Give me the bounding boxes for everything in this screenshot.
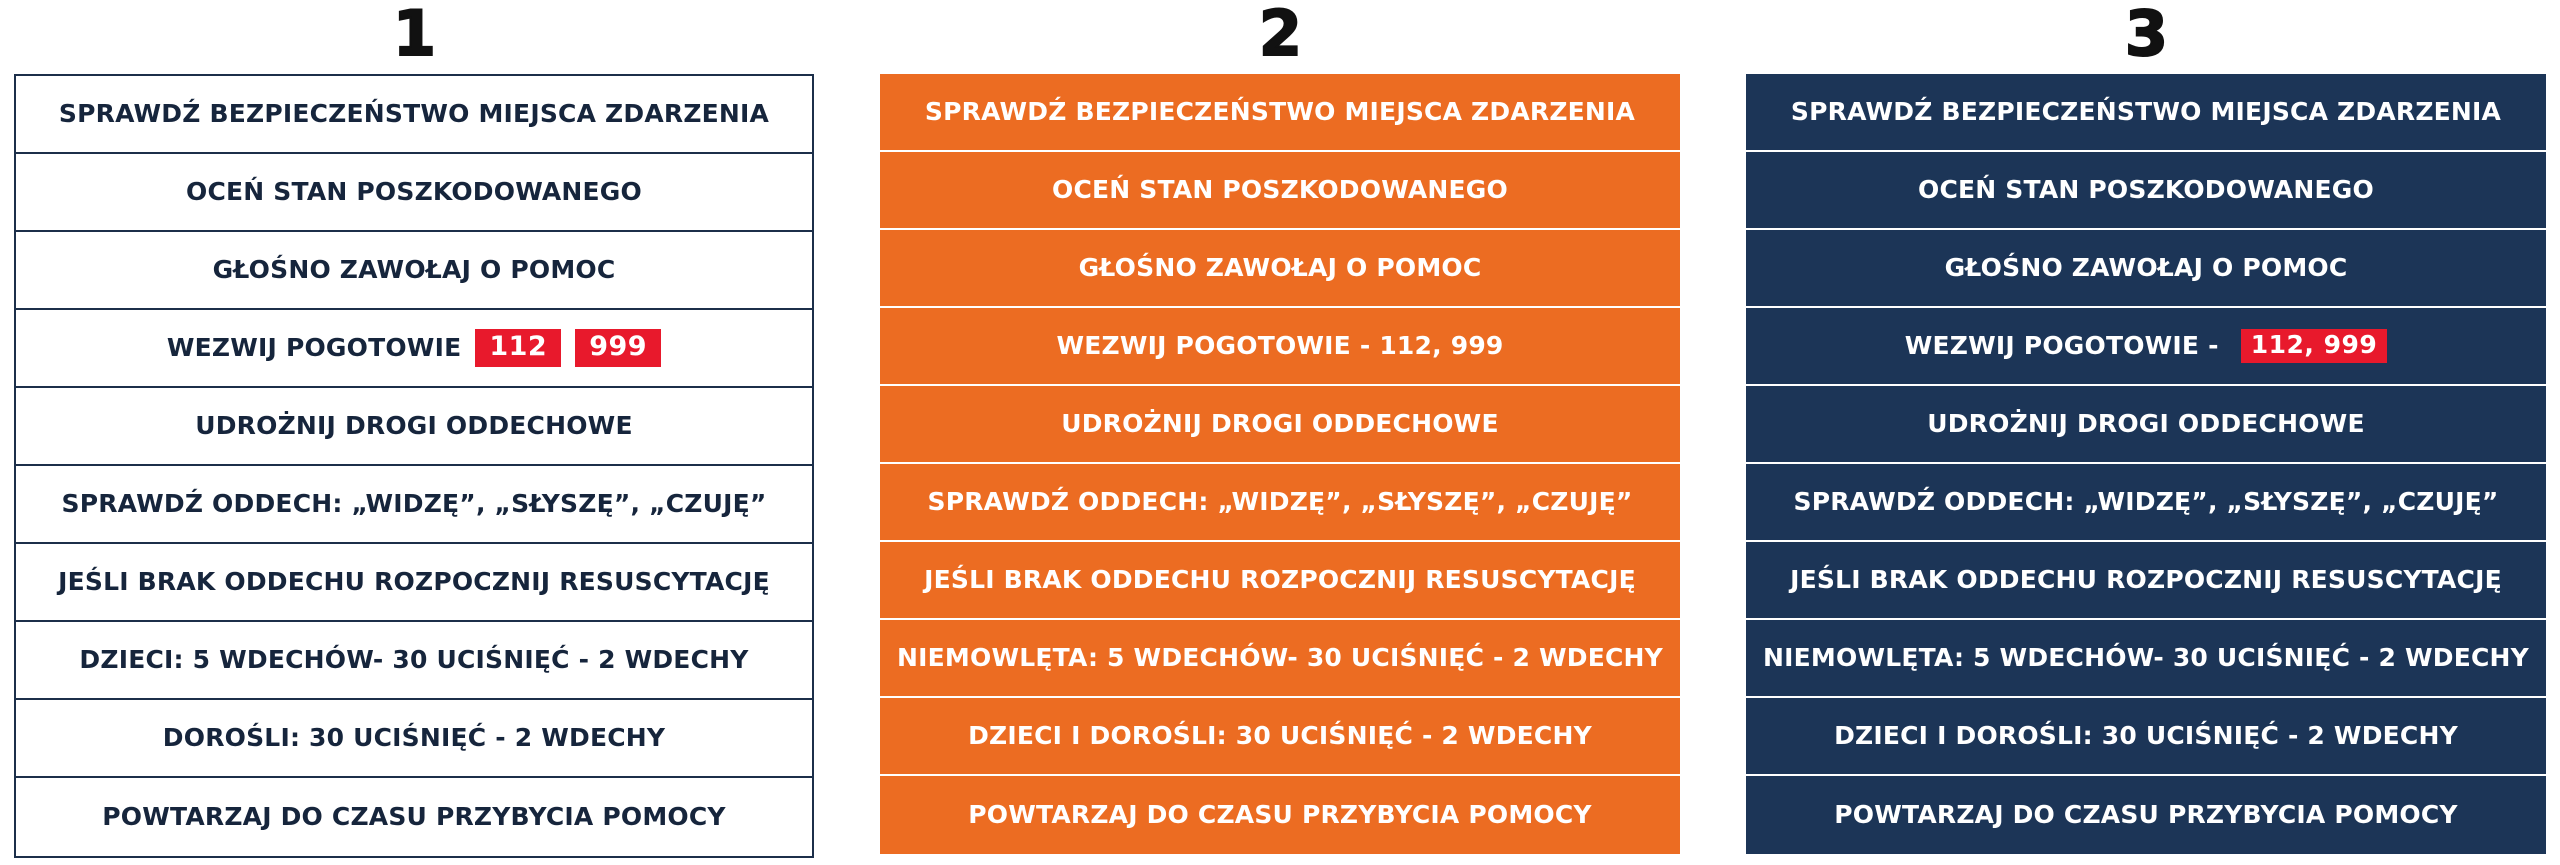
procedure-step-emergency [880,308,1680,386]
variant-number-3: 3 [2124,0,2168,70]
step-label: UDROŻNIJ DROGI ODDECHOWE [195,411,633,440]
step-label: JEŚLI BRAK ODDECHU ROZPOCZNIJ RESUSCYTACJĘ [58,567,770,596]
procedure-step [880,698,1680,776]
emergency-number-badge: 112, 999 [2241,329,2388,363]
step-label: POWTARZAJ DO CZASU PRZYBYCIA POMOCY [968,800,1592,829]
step-label: DZIECI I DOROŚLI: 30 UCIŚNIĘĆ - 2 WDECHY [968,721,1592,750]
step-label: WEZWIJ POGOTOWIE - [1904,331,2219,360]
procedure-step [16,622,812,700]
step-label: WEZWIJ POGOTOWIE [166,333,462,362]
procedure-step [1746,542,2546,620]
variant-column-1 [14,0,814,858]
procedure-step [1746,230,2546,308]
step-label: OCEŃ STAN POSZKODOWANEGO [1918,175,2374,204]
procedure-step [880,386,1680,464]
step-label: NIEMOWLĘTA: 5 WDECHÓW- 30 UCIŚNIĘĆ - 2 WDECHY [897,643,1663,672]
procedure-step [1746,74,2546,152]
step-label: SPRAWDŹ BEZPIECZEŃSTWO MIEJSCA ZDARZENIA [1790,97,2502,126]
emergency-row-inner [167,329,661,367]
variant-number-1: 1 [392,0,436,70]
step-label: SPRAWDŹ ODDECH: „WIDZĘ”, „SŁYSZĘ”, „CZUJĘ” [1793,487,2499,516]
step-label: SPRAWDŹ BEZPIECZEŃSTWO MIEJSCA ZDARZENIA [924,97,1636,126]
step-label: UDROŻNIJ DROGI ODDECHOWE [1061,409,1499,438]
procedure-step [880,464,1680,542]
step-label: GŁOŚNO ZAWOŁAJ O POMOC [212,255,616,284]
procedure-step [1746,620,2546,698]
procedure-step [880,74,1680,152]
step-label: POWTARZAJ DO CZASU PRZYBYCIA POMOCY [1834,800,2458,829]
procedure-step [1746,152,2546,230]
step-label: GŁOŚNO ZAWOŁAJ O POMOC [1078,253,1482,282]
procedure-step [880,542,1680,620]
procedure-panel-2 [880,74,1680,854]
emergency-number-badge-999: 999 [575,329,661,367]
step-label: UDROŻNIJ DROGI ODDECHOWE [1927,409,2365,438]
emergency-row-inner [1905,329,2388,363]
variant-column-3 [1746,0,2546,854]
procedure-panel-3 [1746,74,2546,854]
step-label: DOROŚLI: 30 UCIŚNIĘĆ - 2 WDECHY [162,723,666,752]
procedure-step [16,232,812,310]
procedure-step [16,778,812,856]
procedure-step [880,152,1680,230]
procedure-step-emergency [1746,308,2546,386]
step-label: SPRAWDŹ BEZPIECZEŃSTWO MIEJSCA ZDARZENIA [58,99,770,128]
procedure-step [880,230,1680,308]
step-label: OCEŃ STAN POSZKODOWANEGO [186,177,642,206]
emergency-number-badge-112: 112 [475,329,561,367]
procedure-step [16,700,812,778]
step-label: POWTARZAJ DO CZASU PRZYBYCIA POMOCY [102,802,726,831]
variant-column-2 [880,0,1680,854]
step-label: OCEŃ STAN POSZKODOWANEGO [1052,175,1508,204]
procedure-panel-1 [14,74,814,858]
step-label: NIEMOWLĘTA: 5 WDECHÓW- 30 UCIŚNIĘĆ - 2 WDECHY [1763,643,2529,672]
procedure-step [16,544,812,622]
procedure-step [1746,386,2546,464]
procedure-step [880,620,1680,698]
procedure-step [16,154,812,232]
step-label: DZIECI I DOROŚLI: 30 UCIŚNIĘĆ - 2 WDECHY [1834,721,2458,750]
procedure-step [16,76,812,154]
procedure-step [880,776,1680,854]
procedure-step-emergency [16,310,812,388]
step-label: GŁOŚNO ZAWOŁAJ O POMOC [1944,253,2348,282]
step-label: JEŚLI BRAK ODDECHU ROZPOCZNIJ RESUSCYTACJĘ [924,565,1636,594]
step-label: SPRAWDŹ ODDECH: „WIDZĘ”, „SŁYSZĘ”, „CZUJĘ” [61,489,767,518]
procedure-step [16,466,812,544]
step-label: JEŚLI BRAK ODDECHU ROZPOCZNIJ RESUSCYTACJĘ [1790,565,2502,594]
procedure-step [1746,464,2546,542]
procedure-step [1746,776,2546,854]
procedure-step [1746,698,2546,776]
variant-number-2: 2 [1258,0,1302,70]
procedure-step [16,388,812,466]
step-label: DZIECI: 5 WDECHÓW- 30 UCIŚNIĘĆ - 2 WDECHY [79,645,749,674]
step-label: SPRAWDŹ ODDECH: „WIDZĘ”, „SŁYSZĘ”, „CZUJĘ” [927,487,1633,516]
step-label: WEZWIJ POGOTOWIE - 112, 999 [1056,331,1504,360]
